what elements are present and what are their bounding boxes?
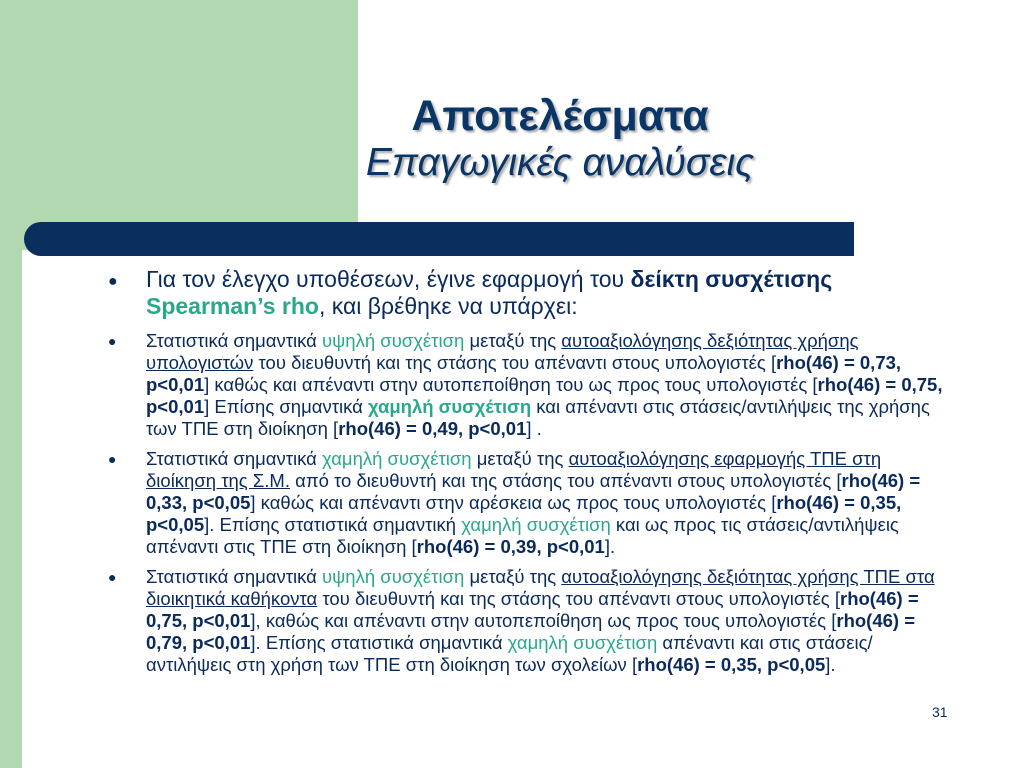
page-number: 31 (932, 704, 948, 720)
statistic: rho(46) = 0,75, p<0,01 (146, 374, 943, 417)
correlation-label: υψηλή συσχέτιση (322, 330, 465, 351)
slide-title: Αποτελέσματα (411, 92, 709, 140)
bullet-finding-3: ● Στατιστικά σημαντικά υψηλή συσχέτιση μεταξύ της αυτοαξιολόγησης δεξιότητας χρήσης ΤΠΕ στα διοικητικά καθήκοντα του διευθυντή και της στάσης του απέναντι στους υπολογιστές [rho(46) = 0,75, p<0,01], καθώς και απέναντι στην αυτοπεποίθηση ως προς τους υπολογιστές [rho(46) = 0,79, p<0,01]. Επίσης στατιστικά σημαντικά χαμηλή συσχέτιση απέναντι και στις στάσεις/αντιλήψεις στη χρήση των ΤΠΕ στη διοίκηση των σχολείων [rho(46) = 0,35, p<0,05]. (108, 566, 935, 675)
title-block (300, 92, 820, 186)
variable-name: αυτοαξιολόγησης δεξιότητας χρήσης υπολογιστών (146, 330, 859, 373)
variable-name: αυτοαξιολόγησης εφαρμογής ΤΠΕ στη διοίκηση της Σ.Μ. (146, 448, 882, 491)
statistic: rho(46) = 0,49, p<0,01 (338, 418, 527, 439)
statistic: rho(46) = 0,79, p<0,01 (146, 610, 916, 653)
correlation-label: χαμηλή συσχέτιση (322, 448, 472, 469)
statistic: rho(46) = 0,75, p<0,01 (146, 588, 919, 631)
statistic: rho(46) = 0,33, p<0,05 (146, 470, 921, 513)
bullet-icon: ● (108, 333, 117, 349)
statistic: rho(46) = 0,39, p<0,01 (416, 536, 605, 557)
correlation-label: χαμηλή συσχέτιση (461, 514, 611, 535)
correlation-label: χαμηλή συσχέτιση (367, 396, 532, 417)
decorative-green-strip (0, 0, 22, 768)
intro-method: Spearman’s rho (146, 293, 319, 319)
statistic: rho(46) = 0,35, p<0,05 (637, 654, 826, 675)
bullet-finding-1: ● Στατιστικά σημαντικά υψηλή συσχέτιση μεταξύ της αυτοαξιολόγησης δεξιότητας χρήσης υπολογιστών του διευθυντή και της στάσης του απέναντι στους υπολογιστές [rho(46) = 0,73, p<0,01] καθώς και απέναντι στην αυτοπεποίθηση του ως προς τους υπολογιστές [rho(46) = 0,75, p<0,01] Επίσης σημαντικά χαμηλή συσχέτιση και απέναντι στις στάσεις/αντιλήψεις της χρήσης των ΤΠΕ στη διοίκηση [rho(46) = 0,49, p<0,01] . (108, 330, 943, 439)
bullet-intro: ● Για τον έλεγχο υποθέσεων, έγινε εφαρμογή του δείκτη συσχέτισης Spearman’s rho, και βρέθηκε να υπάρχει: (108, 266, 833, 319)
correlation-label: χαμηλή συσχέτιση (507, 632, 658, 653)
intro-term: δείκτη συσχέτισης (630, 266, 833, 292)
bullet-icon: ● (108, 569, 117, 585)
bullet-finding-2: ● Στατιστικά σημαντικά χαμηλή συσχέτιση μεταξύ της αυτοαξιολόγησης εφαρμογής ΤΠΕ στη διοίκηση της Σ.Μ. από το διευθυντή και της στάσης του απέναντι στους υπολογιστές [rho(46) = 0,33, p<0,05] καθώς και απέναντι στην αρέσκεια ως προς τους υπολογιστές [rho(46) = 0,35, p<0,05]. Επίσης στατιστικά σημαντική χαμηλή συσχέτιση και ως προς τις στάσεις/αντιλήψεις απέναντι στις ΤΠΕ στη διοίκηση [rho(46) = 0,39, p<0,01]. (108, 448, 921, 557)
variable-name: αυτοαξιολόγησης δεξιότητας χρήσης ΤΠΕ στα διοικητικά καθήκοντα (146, 566, 935, 609)
bullet-icon: ● (108, 273, 118, 290)
intro-text: Για τον έλεγχο υποθέσεων, έγινε εφαρμογή του (146, 266, 631, 292)
slide-content (108, 266, 948, 684)
title-divider-bar (24, 222, 854, 256)
correlation-label: υψηλή συσχέτιση (322, 566, 465, 587)
bullet-icon: ● (108, 451, 117, 467)
statistic: rho(46) = 0,73, p<0,01 (146, 352, 902, 395)
slide-subtitle: Επαγωγικές αναλύσεις (365, 141, 755, 184)
statistic: rho(46) = 0,35, p<0,05 (146, 492, 902, 535)
